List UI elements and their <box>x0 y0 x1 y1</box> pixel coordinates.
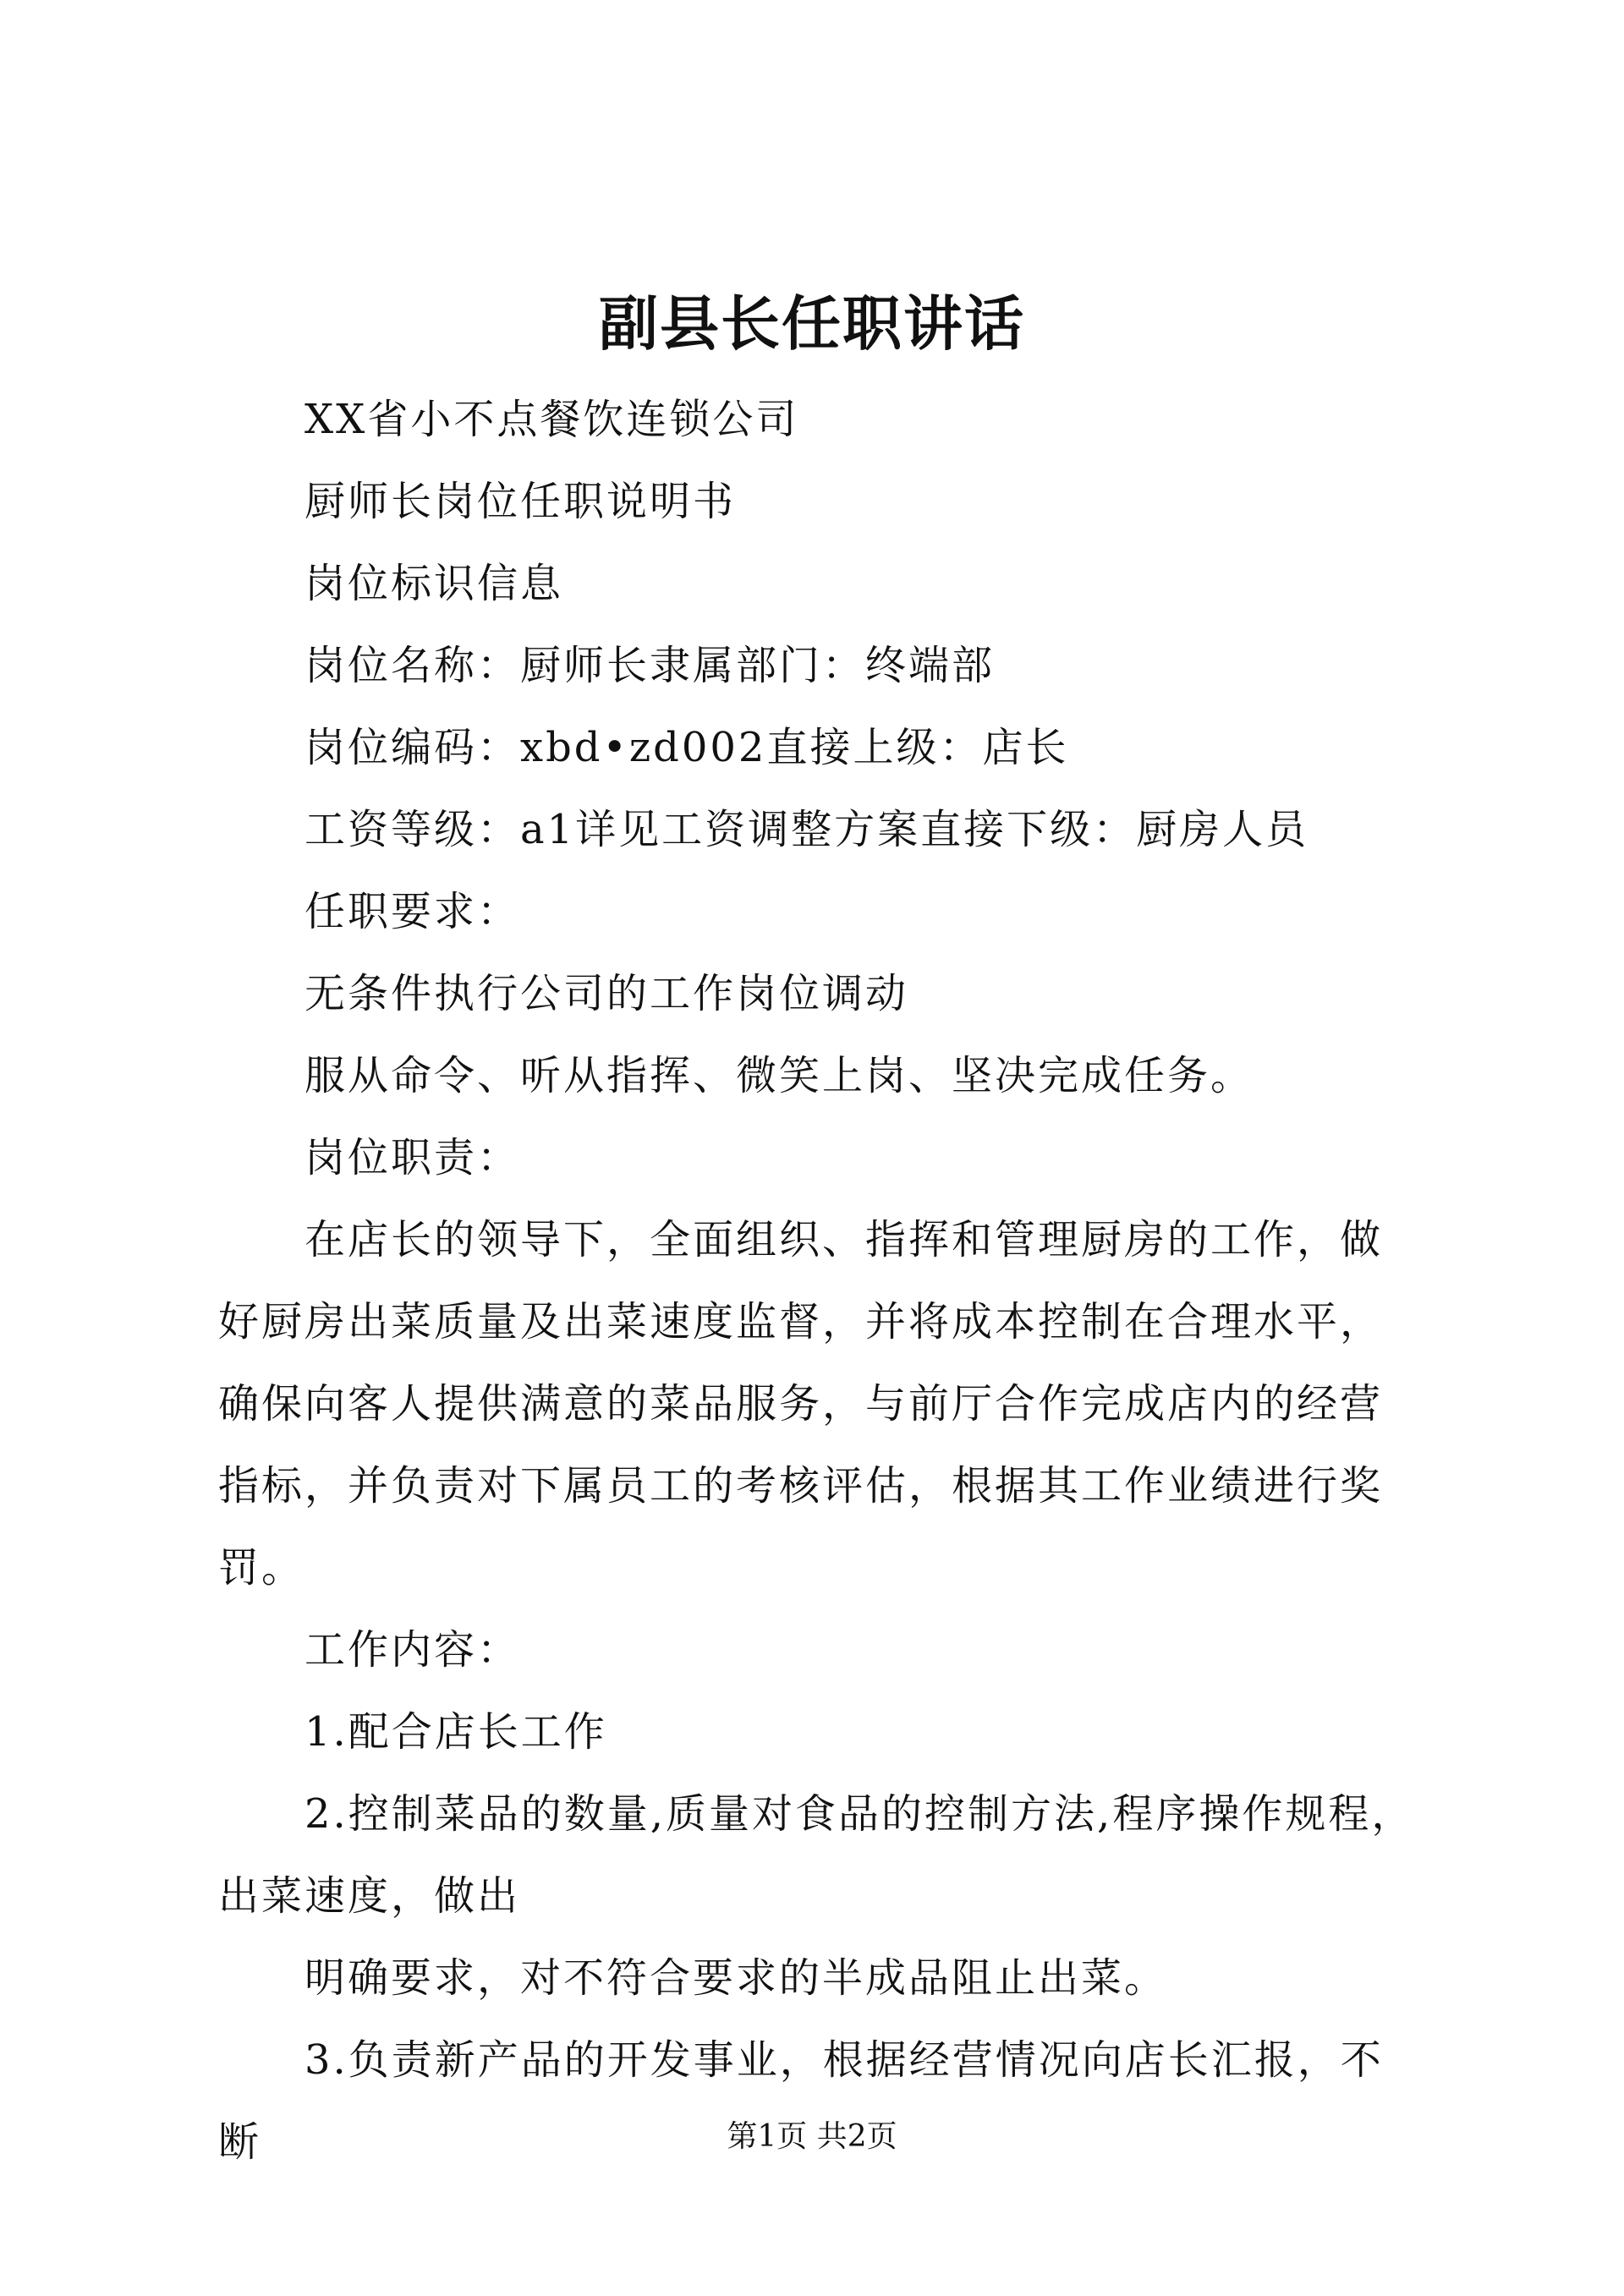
paragraph-work-item-2: 2.控制菜品的数量,质量对食品的控制方法,程序操作规程，出菜速度，做出 <box>218 1790 1415 1920</box>
paragraph-duties-heading: 岗位职责： <box>304 1134 521 1181</box>
paragraph-doc-name: 厨师长岗位任职说明书 <box>304 478 737 525</box>
paragraph-work-item-3: 3.负责新产品的开发事业，根据经营情况向店长汇报，不断 <box>218 2036 1384 2166</box>
paragraph-position-code: 岗位编码：xbd•zd002直接上级：店长 <box>304 724 1069 771</box>
paragraph-salary-grade: 工资等级：a1详见工资调整方案直接下级：厨房人员 <box>304 806 1309 853</box>
document-body <box>218 379 1419 2184</box>
page-title: 副县长任职讲话 <box>599 288 1025 359</box>
paragraph-requirements-heading: 任职要求： <box>304 888 521 935</box>
paragraph-company: XX省小不点餐饮连锁公司 <box>304 396 799 443</box>
paragraph-work-heading: 工作内容： <box>304 1626 521 1674</box>
paragraph-section-id: 岗位标识信息 <box>304 560 564 607</box>
paragraph-duties: 在店长的领导下，全面组织、指挥和管理厨房的工作，做好厨房出菜质量及出菜速度监督，并将成本控制在合理水平，确保向客人提供满意的菜品服务，与前厅合作完成店内的经营指标，并负责对下属员工的考核评估，根据其工作业绩进行奖罚。 <box>218 1216 1384 1592</box>
paragraph-position-name: 岗位名称：厨师长隶属部门：终端部 <box>304 642 996 689</box>
paragraph-work-item-2-cont: 明确要求，对不符合要求的半成品阻止出菜。 <box>304 1954 1168 2002</box>
paragraph-work-item-1: 1.配合店长工作 <box>304 1708 607 1756</box>
paragraph-requirement-1: 无条件执行公司的工作岗位调动 <box>304 970 909 1017</box>
paragraph-requirement-2: 服从命令、听从指挥、微笑上岗、坚决完成任务。 <box>304 1052 1254 1099</box>
page-footer: 第1页 共2页 <box>727 2119 897 2154</box>
